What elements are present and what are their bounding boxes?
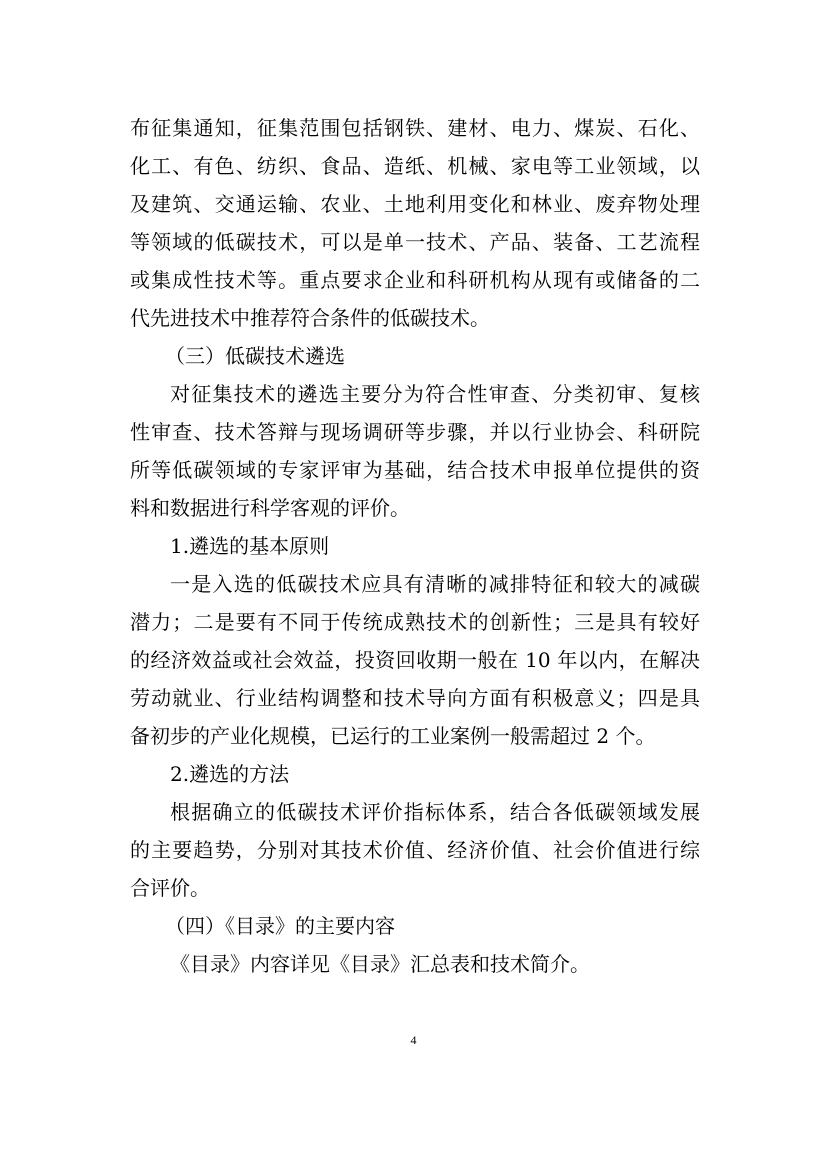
subsection-heading: 2.遴选的方法 [170, 762, 290, 786]
body-line: 劳动就业、行业结构调整和技术导向方面有积极意义；四是具 [130, 686, 700, 710]
body-line: 所等低碳领域的专家评审为基础，结合技术申报单位提供的资 [130, 458, 700, 482]
body-line: 化工、有色、纺织、食品、造纸、机械、家电等工业领域，以 [130, 154, 700, 178]
body-line: 对征集技术的遴选主要分为符合性审查、分类初审、复核 [170, 382, 700, 406]
body-line: 根据确立的低碳技术评价指标体系，结合各低碳领域发展 [170, 800, 700, 824]
body-line: 性审查、技术答辩与现场调研等步骤，并以行业协会、科研院 [130, 420, 700, 444]
page-number: 4 [410, 1033, 417, 1047]
body-line: 料和数据进行科学客观的评价。 [130, 496, 410, 520]
subsection-heading: 1.遴选的基本原则 [170, 534, 330, 558]
body-line: 的经济效益或社会效益，投资回收期一般在 10 年以内，在解决 [130, 648, 700, 672]
body-line: 《目录》内容详见《目录》汇总表和技术简介。 [170, 952, 590, 976]
body-line: 的主要趋势，分别对其技术价值、经济价值、社会价值进行综 [130, 838, 700, 862]
body-line: 潜力；二是要有不同于传统成熟技术的创新性；三是具有较好 [130, 610, 700, 634]
body-line: 布征集通知，征集范围包括钢铁、建材、电力、煤炭、石化、 [130, 116, 700, 140]
section-heading: （三）低碳技术遴选 [165, 344, 345, 368]
body-line: 合评价。 [130, 876, 210, 900]
body-line: 等领域的低碳技术，可以是单一技术、产品、装备、工艺流程 [130, 230, 700, 254]
body-line: 备初步的产业化规模，已运行的工业案例一般需超过 2 个。 [130, 724, 656, 748]
body-line: 一是入选的低碳技术应具有清晰的减排特征和较大的减碳 [170, 572, 700, 596]
body-line: 或集成性技术等。重点要求企业和科研机构从现有或储备的二 [130, 268, 700, 292]
body-line: 及建筑、交通运输、农业、土地利用变化和林业、废弃物处理 [130, 192, 700, 216]
body-line: 代先进技术中推荐符合条件的低碳技术。 [130, 306, 490, 330]
section-heading: （四）《目录》的主要内容 [165, 914, 395, 938]
